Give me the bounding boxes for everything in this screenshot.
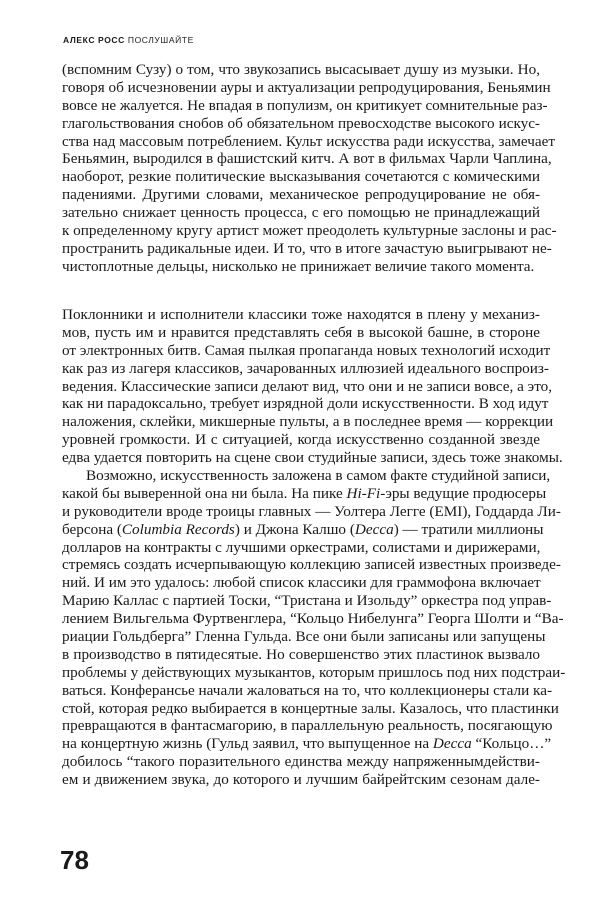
- text-line: [62, 753, 540, 771]
- text-segment: долларов на контракты с лучшими оркестрами, солистами и дирижерами,: [62, 538, 541, 556]
- text-segment: и руководители вроде троицы главных — Уолтера Легге (EMI), Годдарда Ли-: [62, 502, 561, 520]
- text-line: [62, 186, 540, 204]
- text-line: [62, 663, 566, 682]
- text-segment: “Кольцо…”: [471, 735, 552, 753]
- text-segment: падениями. Другими словами, механическое репродуцирование не обя-: [62, 186, 540, 204]
- text-line: [62, 610, 564, 628]
- text-line: [62, 717, 553, 735]
- text-segment: как ни парадоксально, требует изрядной доли искусственности. В ход идут: [62, 395, 549, 413]
- text-line: [62, 449, 563, 467]
- text-segment: какой бы выверенной она ни была. На пике: [62, 484, 347, 502]
- text-line: [62, 484, 547, 503]
- text-segment: Марию Каллас с партией Тоски, “Тристана и Изольду” оркестра под управ-: [62, 592, 552, 610]
- text-segment: к определенному кругу артист может преодолеть культурные заслоны и рас-: [62, 222, 557, 240]
- text-segment: говоря об исчезновении ауры и актуализации репродуцирования, Беньямин: [62, 78, 551, 96]
- text-segment: уровней громкости. И с ситуацией, когда искусственно созданной звезде: [62, 431, 540, 449]
- text-line: [62, 502, 561, 521]
- text-line: [62, 239, 552, 258]
- text-segment: ства над массовым потреблением. Культ искусства ради искусства, замечает: [62, 132, 555, 150]
- text-line: [62, 413, 554, 431]
- text-segment: Беньямин, выродился в фашистский китч. А вот в фильмах Чарли Чаплина,: [62, 150, 552, 168]
- text-segment: как раз из лагеря классиков, зачарованных иллюзией идеального воспроиз-: [62, 359, 549, 377]
- text-segment: Возможно, искусственность заложена в самом факте студийной записи,: [86, 467, 551, 485]
- text-line: [62, 556, 561, 574]
- text-segment: проблемы у действующих музыкантов, которым пришлось под них подстраи-: [62, 663, 566, 681]
- text-segment: ) — тратили миллионы: [393, 520, 544, 538]
- italic-text: Columbia Records: [121, 520, 235, 538]
- header-book-title: ПОСЛУШАЙТЕ: [127, 35, 194, 45]
- text-line: [62, 592, 552, 610]
- text-line: [62, 258, 540, 276]
- text-segment: пространить радикальные идеи. И то, что в итоге зачастую выигрывают не-: [62, 239, 552, 257]
- text-segment: от электронных битв. Самая пылкая пропаганда новых технологий исходит: [62, 341, 551, 359]
- text-segment: стой, которая редко выбирается в концертные залы. Казалось, что пластинки: [62, 699, 559, 717]
- text-line: [62, 699, 559, 718]
- text-segment: добилось “такого поразительного единства между напряженнымдействи-: [62, 753, 540, 771]
- text-segment: на концертную жизнь (Гульд заявил, что выпущенное на: [62, 735, 433, 753]
- italic-text: Decca: [354, 520, 394, 538]
- header-author: АЛЕКС РОСС: [63, 35, 125, 45]
- text-line: [62, 539, 540, 557]
- text-line: [62, 771, 540, 789]
- text-segment: чистоплотные дельцы, нисколько не принижает величие такого момента.: [62, 257, 535, 275]
- text-line: [62, 96, 548, 115]
- text-segment: Поклонники и исполнители классики тоже находятся в плену у механиз-: [62, 306, 540, 323]
- text-segment: стремясь создать исчерпывающую коллекцию записей известных произведе-: [62, 556, 561, 574]
- text-segment: глагольствования снобов об обязательном превосходстве высокого искус-: [62, 114, 540, 132]
- text-line: [62, 306, 540, 324]
- text-segment: наоборот, резкие политические высказывания сочетаются с комическими: [62, 168, 540, 186]
- text-segment: ведения. Классические записи делают вид, что они и не записи вовсе, а это,: [62, 377, 553, 395]
- text-line: [62, 395, 549, 413]
- text-segment: (вспомним Сузу) о том, что звукозапись высасывает душу из музыки. Но,: [62, 61, 540, 78]
- text-segment: мов, пусть им и нравится представлять себя в высокой башне, в стороне: [62, 323, 540, 341]
- text-block-2: [62, 306, 566, 789]
- text-line: [62, 735, 552, 753]
- text-line: [62, 61, 540, 79]
- text-segment: риации Гольдберга” Гленна Гульда. Все они были записаны или запущены: [62, 628, 546, 646]
- text-line: [62, 467, 551, 485]
- text-block-1: [62, 61, 557, 276]
- running-header: [63, 35, 194, 45]
- text-line: [62, 132, 555, 151]
- text-line: [62, 359, 549, 378]
- text-segment: превращаются в фантасмагорию, в параллельную реальность, посягающую: [62, 717, 553, 735]
- text-segment: едва удается повторить на сцене свои студийные записи, здесь тоже знакомы.: [62, 449, 563, 467]
- text-line: [62, 168, 540, 186]
- text-line: [62, 78, 551, 97]
- text-line: [62, 204, 540, 222]
- text-segment: вовсе не жалуется. Не впадая в популизм, он критикует сомнительные раз-: [62, 96, 548, 114]
- text-line: [62, 431, 540, 449]
- text-segment: ваться. Конферансье начали жаловаться на то, что коллекционеры стали ка-: [62, 681, 553, 699]
- text-segment: -эры ведущие продюсеры: [380, 484, 547, 502]
- text-segment: зательно снижает ценность процесса, с его помощью не принадлежащий: [62, 204, 540, 222]
- text-line: [62, 681, 553, 700]
- text-line: [62, 520, 544, 539]
- text-line: [62, 574, 540, 592]
- page-number: 78: [60, 845, 89, 875]
- text-segment: наложения, склейки, микшерные пульты, а в последнее время — коррекции: [62, 413, 554, 431]
- text-segment: ) и Джона Калшо (: [234, 520, 355, 538]
- text-line: [62, 341, 551, 360]
- text-line: [62, 150, 552, 168]
- text-line: [62, 628, 546, 646]
- text-line: [62, 115, 540, 133]
- italic-text: Hi-Fi: [346, 484, 381, 502]
- text-line: [62, 646, 540, 664]
- text-segment: берсона (: [62, 520, 122, 538]
- text-segment: в производство в пятидесятые. Но совершенство этих пластинок вызвало: [62, 645, 540, 663]
- italic-text: Decca: [432, 735, 472, 753]
- text-line: [62, 222, 557, 240]
- text-segment: ем и движением звука, до которого и лучшим байрейтским сезонам дале-: [62, 771, 540, 789]
- text-segment: ний. И им это удалось: любой список классики для граммофона включает: [62, 574, 541, 592]
- text-segment: лением Вильгельма Фуртвенглера, “Кольцо Нибелунга” Георга Шолти и “Ва-: [62, 610, 564, 628]
- text-line: [62, 324, 540, 342]
- text-line: [62, 377, 553, 396]
